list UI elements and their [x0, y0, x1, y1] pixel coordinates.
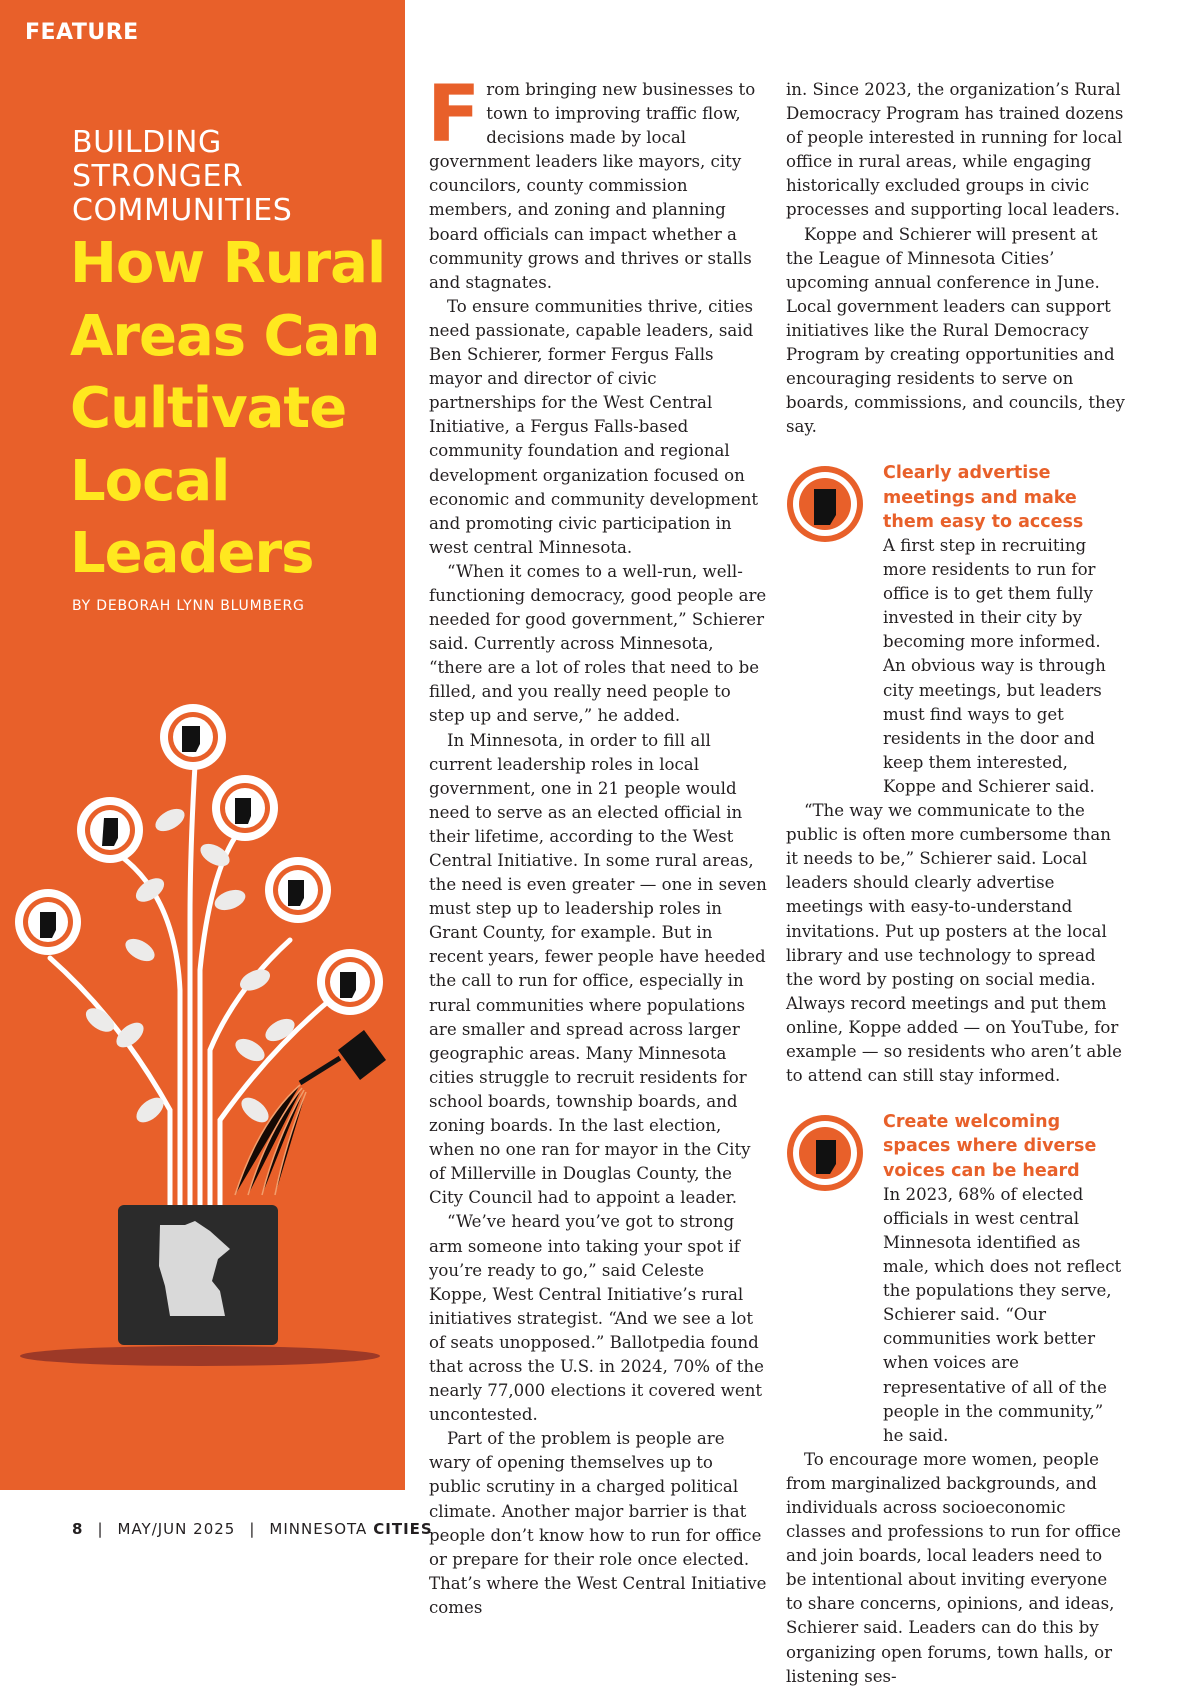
subsection-advertise-meetings [786, 461, 1126, 1088]
paragraph: In Minnesota, in order to fill all current leadership roles in local government, one in 21 people would need to serve as an elected official in their lifetime, according to the West Central Initiative. In some rural areas, the need is even greater — one in seven must step up to leadership roles in Grant County, for example. But in recent years, fewer people have heeded the call to run for office, especially in rural communities where populations are smaller and spread across larger geographic areas. Many Minnesota cities struggle to recruit residents for school boards, township boards, and zoning boards. In the last election, when no one ran for mayor in the City of Millerville in Douglas County, the City Council had to appoint a leader. [429, 730, 767, 1208]
paragraph: in. Since 2023, the organization’s Rural Democracy Program has trained dozens of people interested in running for local office in rural areas, while engaging historically excluded groups in civic processes and supporting local leaders. [786, 80, 1124, 220]
section-label: FEATURE [25, 20, 139, 45]
paragraph: To ensure communities thrive, cities need passionate, capable leaders, said Ben Schierer, former Fergus Falls mayor and director of civic partnerships for the West Central Initiative, a Fergus Falls-based community foundation and regional development organization focused on economic and community development and promoting civic participation in west central Minnesota. [429, 296, 759, 557]
subsection-heading: Create welcoming spaces where diverse voices can be heard [883, 1112, 1097, 1181]
footer-divider: | [97, 1520, 104, 1538]
drop-cap: F [427, 70, 481, 160]
title-sidebar [0, 0, 405, 1490]
kicker-line: COMMUNITIES [72, 193, 293, 228]
issue-date: MAY/JUN 2025 [117, 1520, 236, 1538]
subsection-heading: Clearly advertise meetings and make them easy to access [883, 463, 1084, 532]
paragraph: “We’ve heard you’ve got to strong arm someone into taking your spot if you’re ready to go,” said Celeste Koppe, West Central Initiative’s rural initiatives strategist. “And we see a lot of seats unopposed.” Ballotpedia found that across the U.S. in 2024, 70% of the nearly 77,000 elections it covered went uncontested. [429, 1212, 764, 1425]
paragraph: Koppe and Schierer will present at the League of Minnesota Cities’ upcoming annual conference in June. Local government leaders can support initiatives like the Rural Democracy Program by creating opportunities and encouraging residents to serve on boards, commissions, and councils, they say. [786, 224, 1125, 437]
paragraph: “The way we communicate to the public is often more cumbersome than it needs to be,” Schierer said. Local leaders should clearly advertise meetings with easy-to-understand invitations. Put up posters at the local library and use technology to spread the word by posting on social media. Always record meetings and put them online, Koppe added — on YouTube, for example — so residents who aren’t able to attend can still stay informed. [786, 801, 1122, 1086]
subsection-welcoming-spaces [786, 1110, 1126, 1689]
person-portrait-icon [786, 465, 864, 543]
headline-line: Leaders [70, 521, 314, 586]
page-footer [72, 1520, 433, 1538]
paragraph: Part of the problem is people are wary of opening themselves up to public scrutiny in a charged political climate. Another major barrier is that people don’t know how to run for office or prepare for their role once elected. That’s where the West Central Initiative comes [429, 1429, 767, 1617]
kicker-line: STRONGER [72, 159, 244, 194]
paragraph: “When it comes to a well-run, well-functioning democracy, good people are needed for good government,” Schierer said. Currently across Minnesota, “there are a lot of roles that need to be filled, and you really need people to step up and serve,” he added. [429, 561, 767, 726]
article-column-1 [427, 70, 767, 1620]
paragraph: In 2023, 68% of elected officials in west central Minnesota identified as male, which does not reflect the populations they serve, Schierer said. “Our communities work better when voices are representative of all of the people in the community,” he said. [883, 1184, 1122, 1445]
byline: BY DEBORAH LYNN BLUMBERG [72, 598, 305, 614]
headline [70, 228, 400, 591]
headline-line: Areas Can [70, 303, 380, 369]
article-column-2 [786, 78, 1126, 1689]
kicker [72, 126, 392, 228]
leader-tree-illustration [0, 690, 405, 1390]
paragraph-text: rom bringing new businesses to town to improving traffic flow, decisions made by local government leaders like mayors, city councilors, county commission members, and zoning and planning board officials can impact whether a community grows and thrives or stalls and stagnates. [429, 80, 756, 292]
headline-line: Cultivate [70, 376, 347, 441]
paragraph: To encourage more women, people from marginalized backgrounds, and individuals across socioeconomic classes and professions to run for office and join boards, local leaders need to be intentional about inviting everyone to share concerns, opinions, and ideas, Schierer said. Leaders can do this by organizing open forums, town halls, or listening ses- [786, 1449, 1121, 1686]
magazine-name: MINNESOTA [269, 1520, 368, 1538]
footer-divider: | [249, 1520, 256, 1538]
paragraph [427, 70, 767, 295]
magazine-name-bold: CITIES [373, 1520, 433, 1538]
headline-line: Local [70, 448, 230, 514]
page-number: 8 [72, 1520, 84, 1538]
kicker-line: BUILDING [72, 125, 222, 160]
paragraph: A first step in recruiting more residents to run for office is to get them fully invested in their city by becoming more informed. An obvious way is through city meetings, but leaders must find ways to get residents in the door and keep them interested, Koppe and Schierer said. [883, 536, 1106, 796]
headline-line: How Rural [70, 231, 386, 296]
person-portrait-icon [786, 1114, 864, 1192]
